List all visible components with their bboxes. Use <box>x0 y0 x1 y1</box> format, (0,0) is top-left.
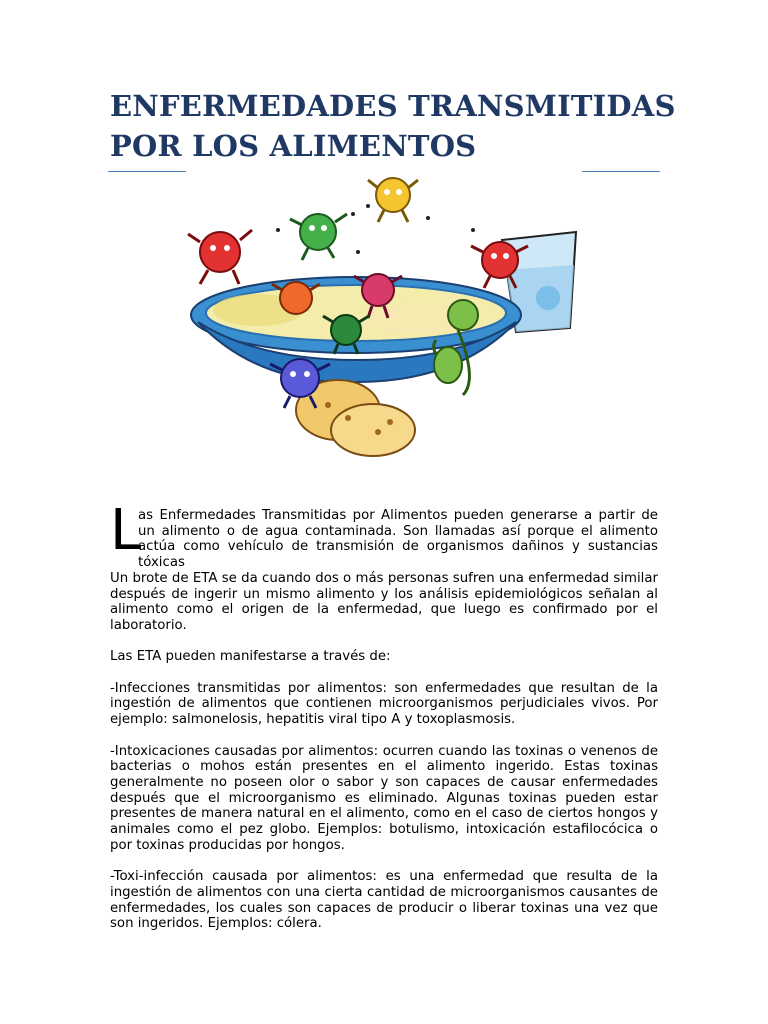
title-line-2: POR LOS ALIMENTOS <box>110 129 477 163</box>
drop-cap: L <box>110 498 142 563</box>
title-rule-left <box>108 171 186 172</box>
intro-text: as Enfermedades Transmitidas por Alimentos pueden generarse a partir de un alimento o de agua contaminada. Son llamadas así porque el alimento actúa como vehículo de transmisión de organismos dañinos y sustancias tóxicas <box>138 508 658 571</box>
intro-paragraph <box>110 498 658 571</box>
germ-red-left-icon <box>188 230 252 284</box>
paragraph-toxi-infeccion: -Toxi-infección causada por alimentos: es una enfermedad que resulta de la ingestión de alimentos con una cierta cantidad de microorganismos causantes de enfermedades, los cuales son capaces de producir o liberar toxinas una vez que son ingeridos. Ejemplos: cólera. <box>110 869 658 932</box>
germ-green-top-icon <box>290 214 347 260</box>
paragraph-intoxicaciones: -Intoxicaciones causadas por alimentos: ocurren cuando las toxinas o venenos de bacterias o mohos están presentes en el alimento ingerido. Estas toxinas generalmente no poseen olor o sabor y son capaces de causar enfermedades después que el microorganismo es eliminado. Algunas toxinas pueden estar presentes de manera natural en el alimento, como en el caso de ciertos hongos y animales como el pez globo. Ejemplos: botulismo, intoxicación estafilocócica o por toxinas producidas por hongos. <box>110 743 658 853</box>
page-title <box>110 86 676 166</box>
title-rule-right <box>582 171 660 172</box>
paragraph-manifestacion: Las ETA pueden manifestarse a través de: <box>110 649 391 665</box>
paragraph-brote: Un brote de ETA se da cuando dos o más personas sufren una enfermedad similar después de ingerir un mismo alimento y los análisis epidemiológicos señalan al alimento como el origen de la enfermedad, que luego es confirmado por el laboratorio. <box>110 570 658 633</box>
document-body <box>110 498 658 932</box>
paragraph-infecciones: -Infecciones transmitidas por alimentos: son enfermedades que resultan de la ingestión de alimentos que contienen microorganismos perjudiciales vivos. Por ejemplo: salmonelosis, hepatitis viral tipo A y toxoplasmosis. <box>110 680 658 728</box>
germs-in-food-bowl-icon <box>178 170 590 465</box>
germ-yellow-top-icon <box>368 178 418 222</box>
title-line-1: ENFERMEDADES TRANSMITIDAS <box>110 89 676 123</box>
